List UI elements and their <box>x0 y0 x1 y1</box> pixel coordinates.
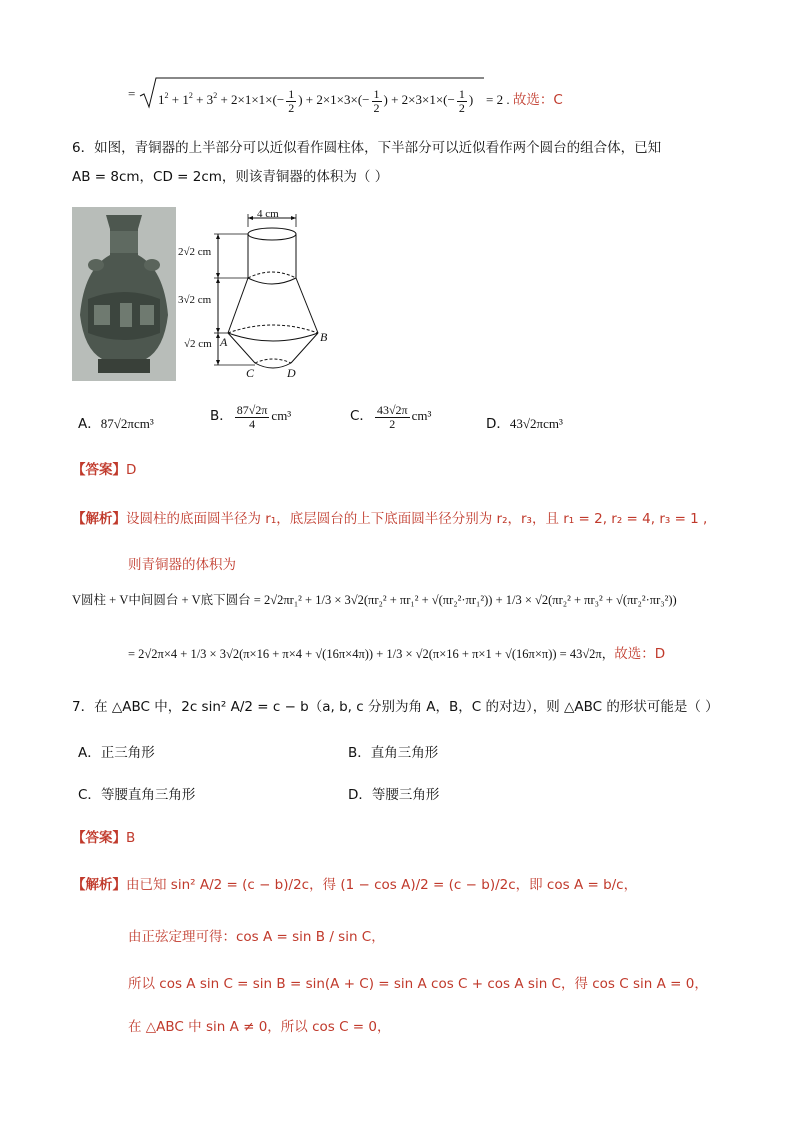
q6-answer <box>72 458 136 478</box>
q7-stem: 7．在 △ABC 中，2c sin² A/2 = c − b（a, b, c 分别为角 A，B，C 的对边），则 △ABC 的形状可能是（ ） <box>72 699 719 715</box>
option-label: C． <box>350 408 373 425</box>
formula-text: = 2√2π×4 + 1/3 × 3√2(π×16 + π×4 + √(16π×4π)) + 1/3 × √2(π×16 + π×1 + √(16π×π)) = 43√2π， <box>128 647 615 661</box>
q7-option-d[interactable] <box>348 783 439 803</box>
q7-analysis-line4: 在 △ABC 中 sin A ≠ 0，所以 cos C = 0， <box>128 1019 391 1035</box>
option-label: A． <box>78 416 101 432</box>
fig-point-a: A <box>220 335 228 349</box>
option-label: D． <box>486 416 510 432</box>
cylinder-top-ellipse <box>248 228 296 240</box>
fig-point-d: D <box>287 366 296 380</box>
q6-option-d[interactable] <box>486 412 563 432</box>
q6-option-a[interactable] <box>78 412 154 432</box>
bronze-vessel-photo <box>72 207 176 381</box>
vessel-picture <box>72 207 176 381</box>
option-numerator: 87√2π <box>236 403 268 417</box>
q7-answer <box>72 826 135 846</box>
option-label: C． <box>78 787 101 803</box>
q6-formula-line1: V圆柱 + V中间圆台 + V底下圆台 = 2√2πr₁² + 1/3 × 3√2(πr₂² + πr₁² + √(πr₂²·πr₁²)) + 1/3 × √2(πr₂² + πr₃² + √(πr₂²·πr₃²)) <box>72 593 677 607</box>
option-label: A． <box>78 745 101 761</box>
option-text: 87√2πcm³ <box>100 416 154 431</box>
frustum-left-edge <box>228 278 248 333</box>
top-result <box>486 88 563 108</box>
q6-analysis-line1 <box>72 507 707 527</box>
q7-option-b[interactable] <box>348 741 438 761</box>
radicand: $1^2 + 1^2 + 3^2 + 2\times 1\times 1\times(-$ $\frac{1}{2}$ ) + 2×1×3×(− $\frac{1}{2}$ ) + 2×3×1×(− $\frac{1}{2}$ ) <box>158 87 474 115</box>
option-denominator: 4 <box>249 416 256 431</box>
option-label: B． <box>348 745 371 761</box>
q6-option-c[interactable] <box>350 404 431 430</box>
q6-analysis-line2: 则青铜器的体积为 <box>128 557 236 573</box>
q7-option-a[interactable] <box>78 741 155 761</box>
answer-tag: 【答案】 <box>72 462 126 478</box>
fig-point-c: C <box>246 366 255 380</box>
q6-formula-line2 <box>128 642 665 662</box>
choose-text: 故选：D <box>614 646 666 662</box>
fig-point-b: B <box>320 330 328 344</box>
q7-analysis-line3: 所以 cos A sin C = sin B = sin(A + C) = sin A cos C + cos A sin C，得 cos C sin A = 0， <box>128 976 708 992</box>
q7-analysis-line1 <box>72 873 637 893</box>
option-text: 等腰三角形 <box>371 787 440 803</box>
q7-analysis-line2: 由正弦定理可得：cos A = sin B / sin C， <box>128 929 385 945</box>
option-label: D． <box>348 787 372 803</box>
option-unit: cm³ <box>411 408 432 424</box>
fig-h2-label: 3√2 cm <box>178 294 212 306</box>
analysis-tag: 【解析】 <box>72 877 126 893</box>
option-denominator: 2 <box>389 416 396 431</box>
analysis-tag: 【解析】 <box>72 511 126 527</box>
q7-option-c[interactable] <box>78 783 195 803</box>
top-formula <box>128 86 135 102</box>
option-text: 等腰直角三角形 <box>100 787 196 803</box>
fig-width-label: 4 cm <box>257 208 279 220</box>
q6-stem-line1: 6．如图，青铜器的上半部分可以近似看作圆柱体，下半部分可以近似看作两个圆台的组合体，已知 <box>72 140 662 156</box>
result-text: = 2 . <box>486 92 510 107</box>
analysis-text: 由已知 sin² A/2 = (c − b)/2c，得 (1 − cos A)/2 = (c − b)/2c，即 cos A = b/c， <box>126 877 638 893</box>
analysis-text: 设圆柱的底面圆半径为 r₁，底层圆台的上下底面圆半径分别为 r₂，r₃，且 r₁ = 2, r₂ = 4, r₃ = 1 , <box>126 511 708 527</box>
equals-sign: = <box>128 86 136 101</box>
option-text: 直角三角形 <box>370 745 439 761</box>
option-label: B． <box>210 408 233 425</box>
option-text: 43√2πcm³ <box>509 416 563 431</box>
option-numerator: 43√2π <box>376 403 408 417</box>
option-text: 正三角形 <box>100 745 155 761</box>
option-unit: cm³ <box>271 408 292 424</box>
answer-tag: 【答案】 <box>72 830 126 846</box>
fig-h1-label: 2√2 cm <box>178 246 212 258</box>
choose-text: 故选：C <box>512 92 563 108</box>
answer-value: B <box>126 830 136 846</box>
answer-value: D <box>126 462 137 478</box>
q6-option-b[interactable] <box>210 404 291 430</box>
q6-stem-line2: AB = 8cm，CD = 2cm，则该青铜器的体积为（ ） <box>72 169 389 185</box>
frustum-right-edge <box>296 278 318 333</box>
fig-h3-label: √2 cm <box>184 338 212 350</box>
